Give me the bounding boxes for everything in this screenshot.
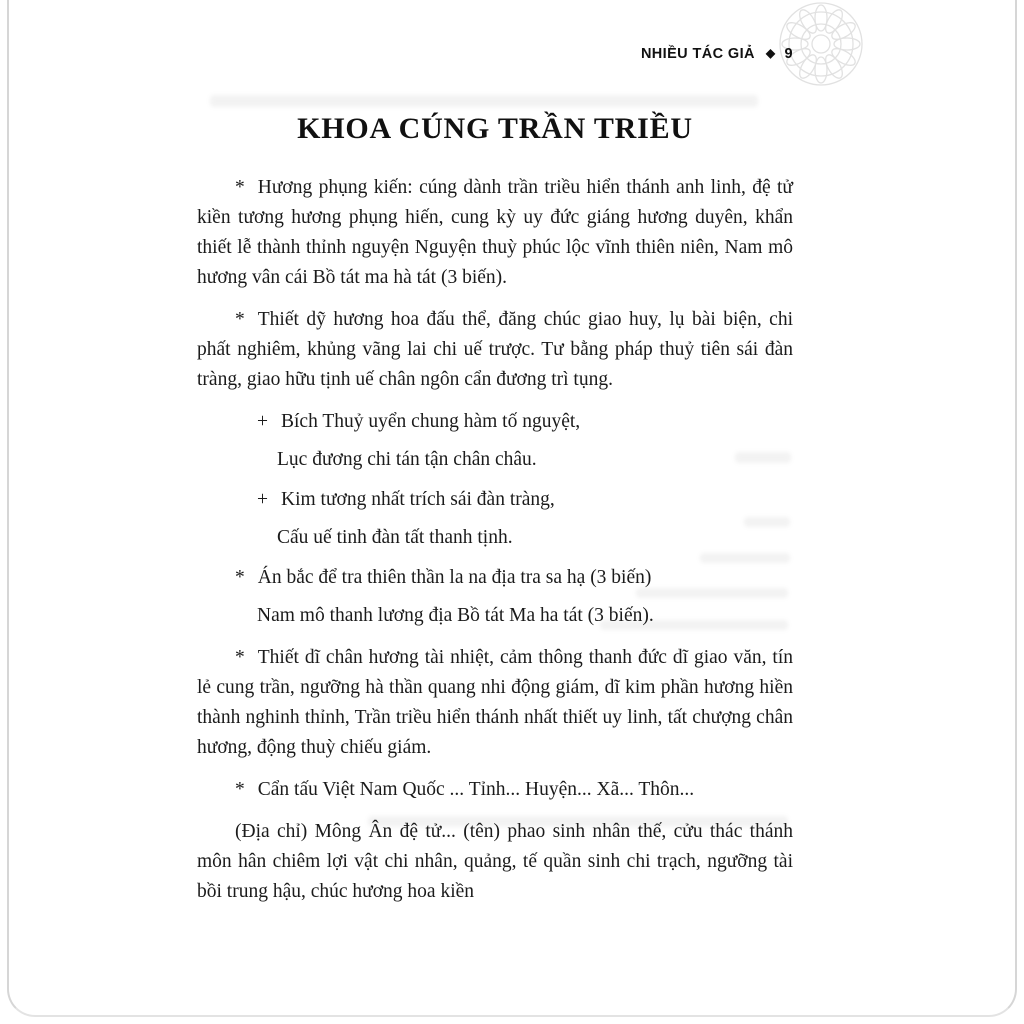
- verse-line: [257, 407, 793, 437]
- diamond-separator-icon: ◆: [765, 46, 776, 60]
- star-marker: *: [235, 177, 245, 198]
- verse-line: Lục đương chi tán tận chân châu.: [277, 449, 537, 470]
- verse-line: [257, 485, 793, 515]
- chapter-title: KHOA CÚNG TRẦN TRIỀU: [297, 112, 693, 145]
- page-number: 9: [784, 46, 793, 62]
- verse-couplet: [197, 485, 793, 553]
- paragraph: [197, 817, 793, 907]
- star-marker: *: [235, 309, 245, 330]
- mantra-paragraph: [197, 563, 793, 631]
- plus-marker: +: [257, 411, 268, 432]
- paragraph-text: (Địa chỉ) Mông Ân đệ tử... (tên) phao sinh nhân thế, cửu thác thánh môn hân chiêm lợi vật chi nhân, quảng, tế quần sinh chi trạch, ngưỡng tài bồi trung hậu, chúc hương hoa kiền: [197, 821, 793, 902]
- paragraph: [197, 173, 793, 293]
- bleed-through-artifact: [210, 95, 758, 107]
- star-marker: *: [235, 779, 245, 800]
- paragraph-text: Thiết dỹ hương hoa đấu thể, đăng chúc giao huy, lụ bài biện, chi phất nghiêm, khủng vãng lai chi uế trược. Tư bằng pháp thuỷ tiên sái đàn tràng, giao hữu tịnh uế chân ngôn cẩn đương trì tụng.: [197, 309, 793, 390]
- verse-couplet: [197, 407, 793, 475]
- star-marker: *: [235, 567, 245, 588]
- verse-line: Cấu uế tinh đàn tất thanh tịnh.: [277, 527, 513, 548]
- mantra-line: [197, 563, 793, 593]
- running-header: [197, 46, 793, 62]
- paragraph: [197, 775, 793, 805]
- paragraph-text: Thiết dĩ chân hương tài nhiệt, cảm thông thanh đức dĩ giao văn, tín lẻ cung trần, ngưỡng hà thần quang nhi động giám, dĩ kim phần hương hiền thành nghinh thỉnh, Trần triều hiển thánh nhất thiết uy linh, tất chượng chân hương, động thuỳ chiếu giám.: [197, 647, 793, 758]
- mantra-line: Nam mô thanh lương địa Bồ tát Ma ha tát (3 biến).: [257, 605, 654, 626]
- star-marker: *: [235, 647, 245, 668]
- plus-marker: +: [257, 489, 268, 510]
- running-title: NHIỀU TÁC GIẢ: [640, 46, 755, 62]
- mantra-text: Án bắc để tra thiên thần la na địa tra sa hạ (3 biến): [257, 567, 652, 588]
- text-column: [197, 112, 793, 919]
- paragraph-text: Cẩn tấu Việt Nam Quốc ... Tỉnh... Huyện... Xã... Thôn...: [257, 779, 695, 800]
- paragraph: [197, 305, 793, 395]
- verse-text: Kim tương nhất trích sái đàn tràng,: [281, 489, 555, 510]
- paragraph-text: Hương phụng kiến: cúng dành trần triều hiển thánh anh linh, đệ tử kiền tương hương phụng hiến, cung kỳ uy đức giáng hương duyên, khẩn thiết lễ thành thỉnh nguyện Nguyện thuỳ phúc lộc vĩnh thiên niên, Nam mô hương vân cái Bồ tát ma hà tát (3 biến).: [197, 177, 793, 288]
- verse-text: Bích Thuỷ uyển chung hàm tố nguyệt,: [281, 411, 581, 432]
- paragraph: [197, 643, 793, 763]
